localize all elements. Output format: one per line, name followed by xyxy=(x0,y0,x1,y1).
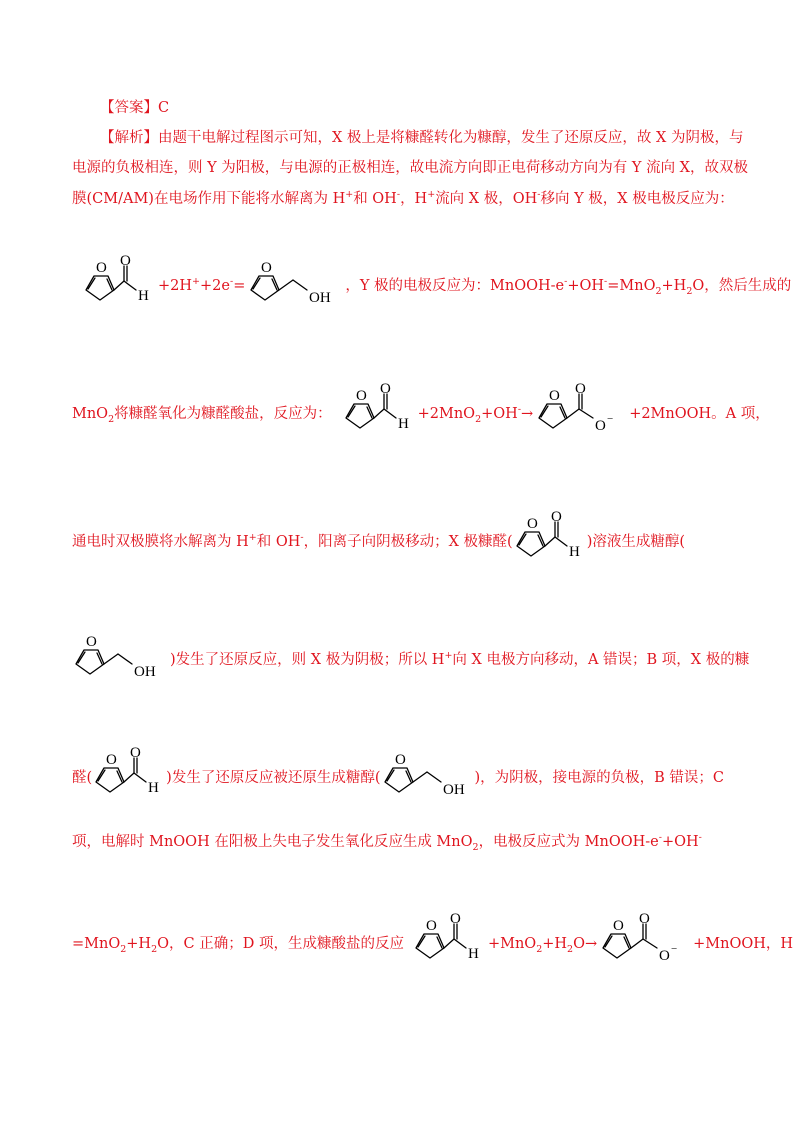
sup-minus: - xyxy=(229,276,234,288)
carbonyl-oxygen: O xyxy=(575,381,587,397)
text-span: +MnO xyxy=(487,936,537,952)
aldehyde-h: H xyxy=(467,946,479,962)
sub-two: 2 xyxy=(151,943,158,955)
text-span: 膜(CM/AM)在电场作用下能将水解离为 H xyxy=(72,191,346,207)
text-span: )发生了还原反应，则 X 极为阴极；所以 H xyxy=(170,652,445,668)
ring-oxygen: O xyxy=(394,752,406,768)
furfural-structure xyxy=(404,911,488,974)
text-span: 将糠醛氧化为糠醛酸盐，反应为： xyxy=(114,406,332,422)
carbonyl-oxygen: O xyxy=(120,253,131,269)
aldehyde-h: H xyxy=(138,288,149,304)
text-span: =MnO xyxy=(72,936,121,952)
sub-two: 2 xyxy=(120,943,127,955)
carbonyl-oxygen: O xyxy=(379,381,391,397)
carbonyl-oxygen: O xyxy=(449,911,461,927)
text-span: 和 OH xyxy=(256,534,301,550)
text-span: 醛( xyxy=(72,770,93,786)
text-span: +H xyxy=(542,936,568,952)
text-span: +H xyxy=(126,936,152,952)
furfural-structure xyxy=(513,509,587,572)
text-span: )发生了还原反应被还原生成糖醇( xyxy=(166,770,381,786)
text-span: ，H xyxy=(400,191,428,207)
negative-charge: − xyxy=(607,413,614,425)
text-span: +H xyxy=(661,278,687,294)
text-span: +OH xyxy=(481,406,518,422)
text-span: = xyxy=(233,278,246,294)
sub-two: 2 xyxy=(536,943,543,955)
hydroxyl-group: OH xyxy=(309,290,332,306)
text-span: O→ xyxy=(573,936,598,952)
text-span: +OH xyxy=(567,278,605,294)
sup-minus: - xyxy=(300,532,304,544)
ring-oxygen: O xyxy=(355,388,367,404)
sup-plus: + xyxy=(192,276,200,288)
text-span: O，C 正确；D 项，生成糠酸盐的反应 xyxy=(157,936,404,952)
analysis-line-6 xyxy=(72,509,686,572)
analysis-line-8 xyxy=(72,745,725,808)
text-span: ，电极反应式为 MnOOH-e xyxy=(478,834,659,850)
text-span: O，然后生成的 xyxy=(692,278,792,294)
analysis-line-2: 电源的负极相连，则 Y 为阳极，与电源的正极相连，故电流方向即正电荷移动方向为有 Y 流向 X，故双极 xyxy=(72,160,749,176)
sup-minus: - xyxy=(658,832,662,844)
furfuryl-alcohol-structure xyxy=(72,630,170,690)
ring-oxygen: O xyxy=(261,260,273,276)
text-span: )溶液生成糖醇( xyxy=(586,534,686,550)
furoate-structure xyxy=(533,381,629,444)
text-span: +2e xyxy=(200,278,230,294)
aldehyde-h: H xyxy=(397,416,409,432)
sup-plus: + xyxy=(427,189,436,201)
analysis-line-3 xyxy=(72,189,734,209)
sub-two: 2 xyxy=(686,285,693,297)
analysis-line-1 xyxy=(100,128,743,148)
equation-line-2 xyxy=(72,381,770,444)
text-span: 和 OH xyxy=(353,191,397,207)
sup-minus: - xyxy=(564,276,568,288)
answer-tag: 【答案】 xyxy=(100,100,158,116)
ring-oxygen: O xyxy=(86,634,97,650)
furfural-structure xyxy=(92,745,166,808)
negative-charge: − xyxy=(671,943,678,955)
carbonyl-oxygen: O xyxy=(130,745,142,761)
furfural-structure xyxy=(72,253,158,316)
text-span: ，阳离子向阴极移动；X 极糠醛( xyxy=(303,534,513,550)
equation-line-1 xyxy=(72,253,792,316)
furoate-structure xyxy=(597,911,693,974)
text-span: 通电时双极膜将水解离为 H xyxy=(72,534,249,550)
text-span: 流向 X 极，OH xyxy=(435,191,538,207)
ring-oxygen: O xyxy=(96,260,107,276)
text-span: ，Y 极的电极反应为：MnOOH-e xyxy=(345,278,565,294)
text-span: +OH xyxy=(661,834,699,850)
text-span: MnO xyxy=(72,406,109,422)
hydroxyl-group: OH xyxy=(442,782,465,798)
hydroxyl-group: OH xyxy=(134,664,156,680)
sub-two: 2 xyxy=(567,943,574,955)
analysis-tag: 【解析】 xyxy=(100,130,158,146)
ring-oxygen: O xyxy=(613,918,624,934)
analysis-line-10 xyxy=(72,911,794,974)
ring-oxygen: O xyxy=(526,516,538,532)
text-span: )，为阴极，接电源的负极，B 错误；C xyxy=(474,770,725,786)
carbonyl-oxygen: O xyxy=(550,509,562,525)
sup-minus: - xyxy=(396,189,401,201)
sub-two: 2 xyxy=(108,413,115,425)
carbonyl-oxygen: O xyxy=(639,911,650,927)
text-span: +2MnOOH。A 项， xyxy=(629,406,770,422)
sup-minus: - xyxy=(698,832,702,844)
sup-minus: - xyxy=(537,189,541,201)
arrow: → xyxy=(521,406,534,422)
text-span: 向 X 电极方向移动，A 错误；B 项，X 极的糠 xyxy=(452,652,750,668)
sup-plus: + xyxy=(444,650,453,662)
aldehyde-h: H xyxy=(148,780,160,796)
analysis-line-7 xyxy=(72,630,749,690)
text-span: +2H xyxy=(158,278,193,294)
sup-plus: + xyxy=(248,532,257,544)
ring-oxygen: O xyxy=(549,388,561,404)
text-span: 项，电解时 MnOOH 在阳极上失电子发生氧化反应生成 MnO xyxy=(72,834,473,850)
sup-minus: - xyxy=(517,404,522,416)
furfuryl-alcohol-structure xyxy=(245,256,345,316)
sup-plus: + xyxy=(345,189,354,201)
text-span: =MnO xyxy=(607,278,656,294)
answer-line xyxy=(100,98,169,118)
sup-minus: - xyxy=(604,276,608,288)
carboxylate-oxygen: O xyxy=(595,418,607,434)
furfuryl-alcohol-structure xyxy=(381,748,475,808)
ring-oxygen: O xyxy=(106,752,118,768)
text-span: +MnOOH，H xyxy=(693,936,794,952)
sub-two: 2 xyxy=(472,841,479,853)
text-span: +2MnO xyxy=(417,406,476,422)
ring-oxygen: O xyxy=(425,918,437,934)
analysis-text-1: 由题干电解过程图示可知，X 极上是将糠醛转化为糠醇，发生了还原反应，故 X 为阴极，与 xyxy=(158,130,744,146)
answer-value: C xyxy=(158,100,170,116)
sub-two: 2 xyxy=(475,413,482,425)
aldehyde-h: H xyxy=(568,544,580,560)
analysis-line-9 xyxy=(72,832,702,852)
sub-two: 2 xyxy=(655,285,662,297)
carboxylate-oxygen: O xyxy=(659,948,670,964)
furfural-structure xyxy=(332,381,418,444)
text-span: 移向 Y 极，X 极电极反应为： xyxy=(540,191,734,207)
